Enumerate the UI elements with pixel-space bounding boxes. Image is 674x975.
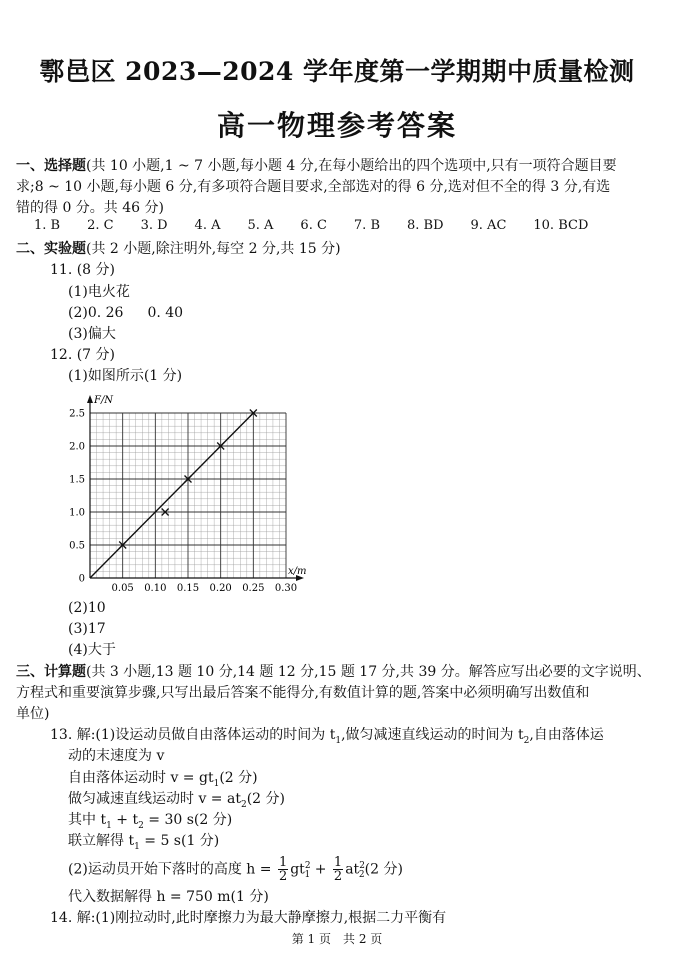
q13-text: 自由落体运动时 v = gt [68,770,214,786]
q11-answer2 [68,303,183,323]
y-tick-label: 1.5 [69,474,85,486]
q13-line4: 做匀减速直线运动时 $v = at_2(2$ 分) [68,791,285,810]
x-tick-label: 0.05 [111,583,134,594]
section3-line2: 方程式和重要演算步骤,只写出最后答案不能得分,有数值计算的题,答案中必须明确写出数值和 [16,685,590,701]
y-tick-label: 1.0 [69,507,85,519]
y-axis-arrow [87,395,93,403]
q12-answer2: (2)10 [68,600,106,616]
chart-major-grid [90,413,286,578]
answer-item: 6. C [300,218,327,233]
chart-y-axis-label: F/N [94,395,114,406]
answer-item: 5. A [247,218,274,233]
section2-head: 二、实验题 [16,241,86,257]
section3-text1: (共 3 小题,13 题 10 分,14 题 12 分,15 题 17 分,共 39 分。解答应写出必要的文字说明、 [86,664,651,680]
chart-series [90,410,257,579]
q13-text: (2 分) [246,791,285,807]
section1-line2: 求;8 ~ 10 小题,每小题 6 分,有多项符合题目要求,全部选对的得 6 分,选对但不全的得 3 分,有选 [16,179,611,195]
section1-text1: (共 10 小题,1 ~ 7 小题,每小题 4 分,在每小题给出的四个选项中,只有一项符合题目要 [86,158,617,174]
fraction: $\frac{1}{2}$ [333,855,343,885]
fit-line [90,413,253,578]
q11-answer2a: (2)0. 26 [68,305,124,321]
y-tick-label: 2.5 [69,408,85,420]
x-tick-label: 0.30 [274,583,298,594]
section2-line [16,239,341,259]
q13-line1: 13. 解:(1)设运动员做自由落体运动的时间为 $t_1$,做匀减速直线运动的时间为 $t_2$,自由落体运 [50,727,604,746]
q13-line3: 自由落体运动时 $v = gt_1(2$ 分) [68,770,258,789]
q11-label: 11. (8 分) [50,262,115,278]
section3-head: 三、计算题 [16,664,86,680]
q13-text: 13. 解:(1)设运动员做自由落体运动的时间为 t [50,727,336,743]
page-footer: 第 1 页 共 2 页 [291,932,383,946]
q13-line5: 其中 $t_1 + t_2 = 30$ s(2 分) [68,812,233,831]
q13-line8: 代入数据解得 h = 750 m(1 分) [68,889,269,905]
q13-line6: 联立解得 $t_1 = 5$ s(1 分) [68,833,220,852]
section3-line1 [16,662,651,682]
answer-item: 9. AC [470,218,507,233]
answer-item: 3. D [140,218,168,233]
q13-text: at [345,861,360,878]
chart-axes [87,395,304,581]
q12-answer1: (1)如图所示(1 分) [68,368,183,384]
page-title: 鄠邑区 2023—2024 学年度第一学期期中质量检测 [39,57,635,86]
y-tick-label: 2.0 [69,441,85,453]
answer-item: 2. C [87,218,114,233]
q13-text: 其中 t [68,812,107,828]
q13-line7: (2)运动员开始下落时的高度 h = $\frac{1}{2}$ $gt^2_1$ + $\frac{1}{2}$ $at^2_2(2$ 分) [68,855,403,885]
page-subtitle: 高一物理参考答案 [216,109,457,142]
section1-line1 [16,156,617,176]
q13-text: 联立解得 t [68,833,135,849]
q13-text: + [310,861,327,878]
answer-item: 1. B [34,218,61,233]
force-extension-chart [62,388,322,598]
answer-item: 10. BCD [533,218,589,233]
q12-answer4: (4)大于 [68,642,116,658]
q12-answer3: (3)17 [68,621,106,637]
q13-text: = 5 s(1 分) [139,833,220,849]
q13-text: ,做匀减速直线运动的时间为 t [341,727,524,743]
q13-line2: 动的末速度为 v [68,748,165,764]
q13-text: gt [290,861,305,878]
section2-text: (共 2 小题,除注明外,每空 2 分,共 15 分) [86,241,341,257]
q11-answer2b: 0. 40 [147,305,184,321]
answer-key [34,218,634,233]
chart-x-axis-label: x/m [288,566,307,577]
q13-text: ,自由落体运 [529,727,604,743]
section1-head: 一、选择题 [16,158,86,174]
fraction: $\frac{1}{2}$ [278,855,288,885]
q13-text: = 30 s(2 分) [143,812,233,828]
q11-answer3: (3)偏大 [68,326,116,342]
x-tick-label: 0.25 [242,583,265,594]
q13-text: 做匀减速直线运动时 v = at [68,791,241,807]
answer-item: 8. BD [407,218,444,233]
y-tick-label: 0.5 [69,540,85,552]
section1-line3: 错的得 0 分。共 46 分) [16,200,164,216]
q13-text: (2)运动员开始下落时的高度 h = [68,861,272,878]
q13-text: (2 分) [364,861,403,878]
x-tick-label: 0.20 [209,583,232,594]
section3-line3: 单位) [16,706,50,722]
q12-label: 12. (7 分) [50,347,115,363]
q11-answer1: (1)电火花 [68,284,130,300]
q14-line1: 14. 解:(1)刚拉动时,此时摩擦力为最大静摩擦力,根据二力平衡有 [50,910,447,926]
x-tick-label: 0.10 [144,583,167,594]
answer-item: 4. A [194,218,221,233]
x-tick-label: 0.15 [176,583,200,594]
q13-text: + t [111,812,139,828]
y-tick-label: 0 [78,573,85,585]
q13-text: (2 分) [219,770,258,786]
answer-item: 7. B [353,218,380,233]
chart-tick-labels [69,409,297,595]
